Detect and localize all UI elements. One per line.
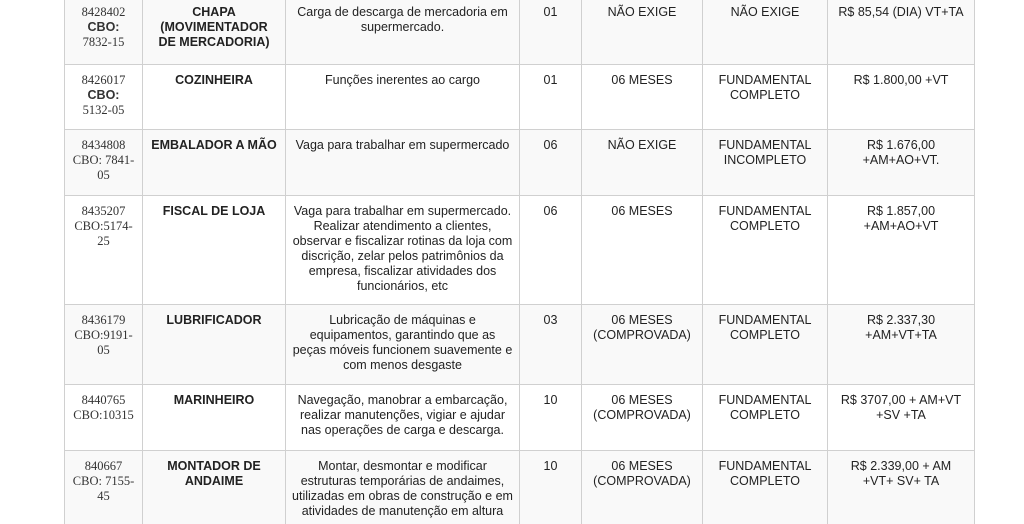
job-title-cell — [143, 196, 286, 305]
experience-requirement: NÃO EXIGE — [582, 130, 703, 196]
job-code-cell — [65, 130, 143, 196]
job-description: Montar, desmontar e modificar estruturas temporárias de andaimes, utilizadas em obras de construção e em atividades de manutenção em altura — [286, 451, 520, 524]
experience-requirement: 06 MESES — [582, 65, 703, 130]
job-title: EMBALADOR A MÃO — [151, 138, 277, 152]
job-title-cell — [143, 65, 286, 130]
job-title: MARINHEIRO — [173, 393, 255, 407]
salary: R$ 1.857,00 +AM+AO+VT — [828, 196, 975, 305]
cbo-code: CBO:9191- — [74, 328, 133, 342]
cbo-label: CBO: — [87, 88, 120, 102]
job-code-cell — [65, 305, 143, 385]
job-title: CHAPA — [192, 5, 236, 19]
job-title-cell — [143, 130, 286, 196]
job-code-cell — [65, 196, 143, 305]
cbo-label: CBO: — [87, 20, 120, 34]
table-row — [65, 65, 975, 130]
job-title: MONTADOR DE — [167, 459, 261, 473]
vacancies-count: 06 — [520, 196, 582, 305]
job-code: 8426017 — [81, 73, 126, 87]
table-row — [65, 0, 975, 65]
salary: R$ 2.339,00 + AM +VT+ SV+ TA — [828, 451, 975, 524]
job-code-cell — [65, 0, 143, 65]
job-title: ANDAIME — [184, 474, 244, 488]
job-code: 840667 — [84, 459, 123, 473]
vacancies-count: 10 — [520, 451, 582, 524]
job-title: FISCAL DE LOJA — [162, 204, 266, 218]
job-description: Lubricação de máquinas e equipamentos, garantindo que as peças móveis funcionem suavemente e com menos desgaste — [286, 305, 520, 385]
job-description: Vaga para trabalhar em supermercado. Realizar atendimento a clientes, observar e fiscalizar rotinas da loja com discrição, zelar pelos patrimônios da empresa, fiscalizar atividades dos funcionários, etc — [286, 196, 520, 305]
cbo-code: 05 — [97, 343, 110, 357]
job-code: 8436179 — [81, 313, 126, 327]
job-title: COZINHEIRA — [175, 73, 253, 87]
salary: R$ 85,54 (DIA) VT+TA — [828, 0, 975, 65]
cbo-code: CBO: 7155- — [72, 474, 135, 488]
job-title: DE MERCADORIA) — [158, 35, 270, 49]
job-description: Vaga para trabalhar em supermercado — [286, 130, 520, 196]
cbo-code: CBO:10315 — [73, 408, 134, 422]
education-requirement: FUNDAMENTAL COMPLETO — [703, 196, 828, 305]
job-code-cell — [65, 385, 143, 451]
experience-requirement: NÃO EXIGE — [582, 0, 703, 65]
job-code-cell — [65, 65, 143, 130]
education-requirement: NÃO EXIGE — [703, 0, 828, 65]
job-code: 8435207 — [81, 204, 126, 218]
cbo-code: 25 — [97, 234, 110, 248]
job-description: Funções inerentes ao cargo — [286, 65, 520, 130]
job-title: LUBRIFICADOR — [166, 313, 262, 327]
job-title: (MOVIMENTADOR — [160, 20, 268, 34]
education-requirement: FUNDAMENTAL COMPLETO — [703, 451, 828, 524]
table-row — [65, 451, 975, 524]
job-openings-table — [64, 0, 975, 524]
vacancies-count: 01 — [520, 65, 582, 130]
table-row — [65, 305, 975, 385]
salary: R$ 1.676,00 +AM+AO+VT. — [828, 130, 975, 196]
cbo-code: CBO: 7841- — [72, 153, 135, 167]
job-description: Carga de descarga de mercadoria em supermercado. — [286, 0, 520, 65]
education-requirement: FUNDAMENTAL COMPLETO — [703, 385, 828, 451]
experience-requirement: 06 MESES (COMPROVADA) — [582, 385, 703, 451]
cbo-code: 7832-15 — [82, 35, 125, 49]
cbo-code: 45 — [97, 489, 110, 503]
job-title-cell — [143, 305, 286, 385]
salary: R$ 1.800,00 +VT — [828, 65, 975, 130]
experience-requirement: 06 MESES (COMPROVADA) — [582, 451, 703, 524]
vacancies-count: 03 — [520, 305, 582, 385]
job-code: 8440765 — [81, 393, 126, 407]
vacancies-count: 10 — [520, 385, 582, 451]
job-description: Navegação, manobrar a embarcação, realizar manutenções, vigiar e ajudar nas operações de carga e descarga. — [286, 385, 520, 451]
table-row — [65, 196, 975, 305]
salary: R$ 3707,00 + AM+VT +SV +TA — [828, 385, 975, 451]
experience-requirement: 06 MESES — [582, 196, 703, 305]
job-code: 8428402 — [81, 5, 126, 19]
table-row — [65, 385, 975, 451]
job-code-cell — [65, 451, 143, 524]
cbo-code: CBO:5174- — [74, 219, 133, 233]
job-title-cell — [143, 451, 286, 524]
table-row — [65, 130, 975, 196]
education-requirement: FUNDAMENTAL COMPLETO — [703, 65, 828, 130]
vacancies-count: 01 — [520, 0, 582, 65]
experience-requirement: 06 MESES (COMPROVADA) — [582, 305, 703, 385]
job-title-cell — [143, 0, 286, 65]
job-code: 8434808 — [81, 138, 126, 152]
salary: R$ 2.337,30 +AM+VT+TA — [828, 305, 975, 385]
education-requirement: FUNDAMENTAL COMPLETO — [703, 305, 828, 385]
vacancies-count: 06 — [520, 130, 582, 196]
job-title-cell — [143, 385, 286, 451]
cbo-code: 5132-05 — [82, 103, 125, 117]
cbo-code: 05 — [97, 168, 110, 182]
education-requirement: FUNDAMENTAL INCOMPLETO — [703, 130, 828, 196]
